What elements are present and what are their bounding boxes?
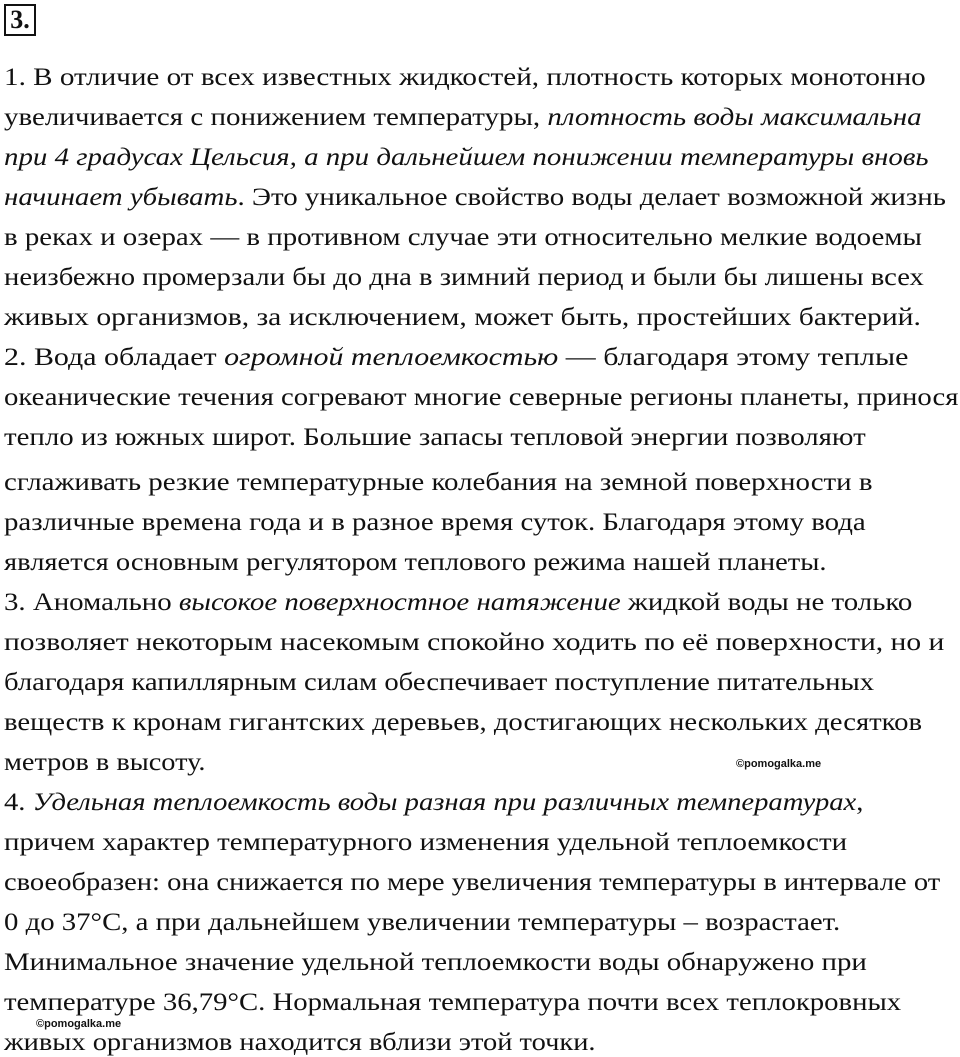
- text-line: [4, 262, 924, 292]
- italic-text: высокое поверхностное натяжение: [178, 587, 621, 616]
- text-line: [4, 142, 929, 172]
- text-run: Минимальное значение удельной теплоемкости воды обнаружено при: [4, 947, 867, 976]
- text-line: [4, 507, 866, 537]
- text-run: 4.: [4, 787, 33, 816]
- text-line: [4, 947, 867, 977]
- text-line: [4, 747, 205, 777]
- text-line: [4, 467, 872, 497]
- text-line: [4, 587, 912, 617]
- text-line: [4, 382, 958, 412]
- text-line: [4, 627, 944, 657]
- task-number-box: [4, 4, 36, 36]
- text-line: [4, 222, 922, 252]
- text-line: [4, 422, 866, 452]
- text-line: [4, 182, 946, 212]
- text-line: [4, 787, 863, 817]
- text-run: ,: [856, 787, 864, 816]
- text-run: 0 до 37°С, а при дальнейшем увеличении температуры – возрастает.: [4, 907, 841, 936]
- watermark: ©pomogalka.me: [36, 1018, 122, 1030]
- text-line: [4, 867, 940, 897]
- italic-text: при 4 градусах Цельсия, а при дальнейшем понижении температуры вновь: [4, 142, 929, 171]
- text-run: причем характер температурного изменения удельной теплоемкости: [4, 827, 848, 856]
- text-line: [4, 547, 827, 577]
- text-line: [4, 827, 847, 857]
- text-line: [4, 907, 840, 937]
- italic-text: начинает убывать: [4, 182, 238, 211]
- text-line: [4, 707, 922, 737]
- text-run: 1. В отличие от всех известных жидкостей, плотность которых монотонно: [4, 62, 926, 91]
- watermark: ©pomogalka.me: [736, 758, 822, 770]
- text-line: [4, 1027, 596, 1057]
- text-line: [4, 62, 926, 92]
- text-run: в реках и озерах — в противном случае эти относительно мелкие водоемы: [4, 222, 922, 251]
- text-line: [4, 667, 874, 697]
- text-run: живых организмов находится вблизи этой точки.: [4, 1027, 596, 1056]
- text-run: 3. Аномально: [4, 587, 179, 616]
- text-run: благодаря капиллярным силам обеспечивает поступление питательных: [4, 667, 875, 696]
- text-run: температуре 36,79°С. Нормальная температура почти всех теплокровных: [4, 987, 902, 1016]
- text-line: [4, 102, 922, 132]
- text-run: веществ к кронам гигантских деревьев, достигающих нескольких десятков: [4, 707, 923, 736]
- text-run: позволяет некоторым насекомым спокойно ходить по её поверхности, но и: [4, 627, 945, 656]
- text-run: тепло из южных широт. Большие запасы тепловой энергии позволяют: [4, 422, 866, 451]
- text-run: своеобразен: она снижается по мере увеличения температуры в интервале от: [4, 867, 941, 896]
- text-run: метров в высоту.: [4, 747, 206, 776]
- text-run: различные времена года и в разное время суток. Благодаря этому вода: [4, 507, 866, 536]
- text-run: увеличивается с понижением температуры,: [4, 102, 548, 131]
- italic-text: Удельная теплоемкость воды разная при различных температурах: [32, 787, 857, 816]
- text-run: сглаживать резкие температурные колебания на земной поверхности в: [4, 467, 873, 496]
- text-line: [4, 342, 908, 372]
- text-run: 2. Вода обладает: [4, 342, 225, 371]
- text-run: является основным регулятором теплового режима нашей планеты.: [4, 547, 827, 576]
- text-run: живых организмов, за исключением, может быть, простейших бактерий.: [4, 302, 921, 331]
- task-number: 3.: [10, 5, 30, 34]
- text-run: — благодаря этому теплые: [558, 342, 909, 371]
- text-line: [4, 987, 901, 1017]
- italic-text: плотность воды максимальна: [547, 102, 922, 131]
- text-run: . Это уникальное свойство воды делает возможной жизнь: [237, 182, 946, 211]
- italic-text: огромной теплоемкостью: [224, 342, 559, 371]
- text-run: неизбежно промерзали бы до дна в зимний период и были бы лишены всех: [4, 262, 924, 291]
- text-run: океанические течения согревают многие северные регионы планеты, принося: [4, 382, 959, 411]
- text-run: жидкой воды не только: [620, 587, 913, 616]
- text-line: [4, 302, 921, 332]
